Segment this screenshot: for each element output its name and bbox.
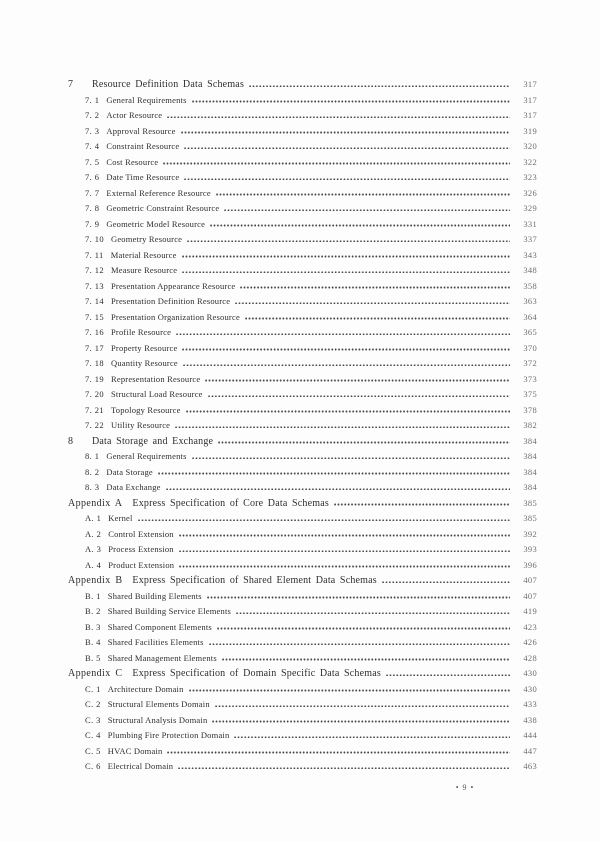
toc-entry-number: 7. 6 bbox=[85, 172, 100, 182]
toc-entry-number: 8. 2 bbox=[85, 466, 100, 477]
toc-entry bbox=[68, 263, 537, 279]
toc-entry-title: General Requirements bbox=[106, 94, 187, 105]
toc-entry-title: Measure Resource bbox=[111, 265, 178, 275]
toc-entry-page: 407 bbox=[523, 575, 537, 585]
dot-leader bbox=[212, 713, 510, 729]
toc-entry-page: 438 bbox=[523, 714, 537, 725]
toc-entry-page: 363 bbox=[523, 296, 537, 306]
toc-entry bbox=[68, 341, 537, 357]
toc-entry-number: B. 1 bbox=[85, 590, 101, 601]
dot-leader bbox=[182, 341, 510, 357]
dot-leader bbox=[386, 666, 510, 682]
toc-entry bbox=[68, 480, 537, 496]
toc-entry-page: 373 bbox=[523, 373, 537, 384]
toc-entry bbox=[68, 434, 537, 450]
toc-entry-number: Appendix C bbox=[68, 668, 123, 679]
dot-leader bbox=[179, 558, 510, 574]
toc-entry-number: C. 6 bbox=[85, 761, 101, 771]
toc-entry-number: 7. 5 bbox=[85, 156, 100, 167]
toc-entry bbox=[68, 170, 537, 186]
dot-leader bbox=[189, 682, 510, 698]
toc-entry-number: 7. 15 bbox=[85, 311, 104, 322]
toc-entry-page: 463 bbox=[523, 761, 537, 771]
toc-entry-page: 370 bbox=[523, 342, 537, 353]
toc-entry-number: 7. 17 bbox=[85, 342, 104, 353]
toc-entry-number: 7. 12 bbox=[85, 265, 104, 275]
toc-entry-number: A. 3 bbox=[85, 544, 102, 554]
toc-entry-title: Actor Resource bbox=[106, 110, 163, 120]
dot-leader bbox=[181, 124, 510, 140]
toc-entry bbox=[68, 620, 537, 636]
toc-entry-page: 337 bbox=[523, 234, 537, 244]
dot-leader bbox=[240, 279, 510, 295]
toc-entry bbox=[68, 697, 537, 713]
toc-entry-title: Cost Resource bbox=[106, 156, 159, 167]
toc-entry-page: 428 bbox=[523, 652, 537, 663]
toc-entry-number: 7. 4 bbox=[85, 141, 100, 151]
toc-entry-number: 7. 7 bbox=[85, 187, 100, 198]
toc-entry-title: Presentation Appearance Resource bbox=[111, 280, 236, 291]
toc-entry-page: 375 bbox=[523, 389, 537, 399]
dot-leader bbox=[234, 728, 510, 744]
toc-entry bbox=[68, 744, 537, 760]
dot-leader bbox=[249, 77, 510, 93]
toc-entry-page: 364 bbox=[523, 311, 537, 322]
toc-entry bbox=[68, 682, 537, 698]
toc-entry bbox=[68, 573, 537, 589]
toc-entry-title: Data Storage and Exchange bbox=[92, 435, 214, 447]
toc-entry-number: B. 4 bbox=[85, 637, 101, 647]
toc-entry-number: A. 2 bbox=[85, 528, 102, 539]
dot-leader bbox=[163, 155, 510, 171]
dot-leader bbox=[210, 217, 510, 233]
toc-entry-number: 7 bbox=[68, 79, 74, 90]
toc-entry bbox=[68, 310, 537, 326]
toc-entry-number: A. 4 bbox=[85, 559, 102, 570]
toc-entry-number: B. 5 bbox=[85, 652, 101, 663]
toc-entry bbox=[68, 759, 537, 775]
toc-entry-title: Material Resource bbox=[110, 249, 177, 260]
toc-entry-page: 317 bbox=[523, 94, 537, 105]
dot-leader bbox=[175, 418, 510, 434]
toc-entry-number: C. 4 bbox=[85, 730, 101, 740]
dot-leader bbox=[209, 635, 510, 651]
toc-entry-title: Shared Building Elements bbox=[107, 590, 202, 601]
toc-entry-title: Shared Building Service Elements bbox=[107, 606, 232, 616]
toc-entry-title: Resource Definition Data Schemas bbox=[92, 79, 245, 90]
toc-entry bbox=[68, 635, 537, 651]
toc-entry-page: 319 bbox=[523, 125, 537, 136]
toc-entry-title: Structural Elements Domain bbox=[107, 699, 210, 709]
toc-entry-page: 393 bbox=[523, 544, 537, 554]
toc-entry-page: 430 bbox=[523, 668, 537, 678]
toc-entry-number: 7. 11 bbox=[85, 249, 104, 260]
dot-leader bbox=[205, 372, 510, 388]
toc-entry-title: Shared Facilities Elements bbox=[107, 637, 204, 647]
toc-entry bbox=[68, 139, 537, 155]
toc-entry bbox=[68, 77, 537, 93]
toc-entry-page: 384 bbox=[523, 466, 537, 477]
dot-leader bbox=[218, 434, 510, 450]
toc-entry bbox=[68, 418, 537, 434]
toc-entry-title: Kernel bbox=[108, 513, 133, 523]
toc-entry-page: 326 bbox=[523, 187, 537, 198]
toc-entry-title: Constraint Resource bbox=[106, 141, 180, 151]
toc-entry-page: 329 bbox=[523, 203, 537, 213]
dot-leader bbox=[179, 527, 510, 543]
table-of-contents bbox=[68, 77, 537, 775]
dot-leader bbox=[192, 449, 510, 465]
page-number-footer: • 9 • bbox=[455, 783, 475, 792]
toc-entry-number: 7. 1 bbox=[85, 94, 100, 105]
toc-entry bbox=[68, 589, 537, 605]
toc-entry bbox=[68, 496, 537, 512]
toc-entry bbox=[68, 294, 537, 310]
toc-entry-title: Quantity Resource bbox=[111, 358, 178, 368]
toc-entry bbox=[68, 372, 537, 388]
toc-entry-page: 343 bbox=[523, 249, 537, 260]
toc-entry-number: 7. 18 bbox=[85, 358, 104, 368]
toc-entry-number: 7. 14 bbox=[85, 296, 104, 306]
toc-entry bbox=[68, 232, 537, 248]
toc-entry-title: Utility Resource bbox=[111, 420, 171, 430]
toc-entry-title: Representation Resource bbox=[111, 373, 201, 384]
toc-entry-number: 7. 8 bbox=[85, 203, 100, 213]
toc-entry-page: 382 bbox=[523, 420, 537, 430]
toc-entry-title: Presentation Organization Resource bbox=[111, 311, 240, 322]
toc-entry-title: Geometric Constraint Resource bbox=[106, 203, 220, 213]
dot-leader bbox=[245, 310, 510, 326]
toc-entry-title: Approval Resource bbox=[106, 125, 176, 136]
toc-entry bbox=[68, 356, 537, 372]
dot-leader bbox=[222, 651, 510, 667]
dot-leader bbox=[183, 356, 510, 372]
dot-leader bbox=[187, 232, 510, 248]
toc-entry-title: Structural Load Resource bbox=[111, 389, 203, 399]
toc-entry bbox=[68, 527, 537, 543]
toc-entry-title: Process Extension bbox=[108, 544, 174, 554]
toc-entry-page: 384 bbox=[523, 435, 537, 446]
toc-entry-page: 372 bbox=[523, 358, 537, 368]
toc-entry-title: Presentation Definition Resource bbox=[111, 296, 231, 306]
toc-entry-title: Topology Resource bbox=[111, 404, 181, 415]
toc-entry-number: 7. 2 bbox=[85, 110, 100, 120]
dot-leader bbox=[208, 387, 510, 403]
dot-leader bbox=[178, 759, 510, 775]
toc-entry-page: 433 bbox=[523, 699, 537, 709]
toc-entry-title: General Requirements bbox=[106, 451, 187, 461]
toc-entry-title: HVAC Domain bbox=[107, 745, 163, 756]
dot-leader bbox=[186, 403, 510, 419]
toc-entry-number: B. 2 bbox=[85, 606, 101, 616]
toc-entry bbox=[68, 666, 537, 682]
toc-entry bbox=[68, 558, 537, 574]
toc-entry-title: Shared Component Elements bbox=[107, 621, 212, 632]
toc-entry-page: 378 bbox=[523, 404, 537, 415]
toc-entry-number: B. 3 bbox=[85, 621, 101, 632]
toc-entry bbox=[68, 108, 537, 124]
toc-entry bbox=[68, 186, 537, 202]
toc-entry bbox=[68, 387, 537, 403]
toc-entry-title: Plumbing Fire Protection Domain bbox=[107, 730, 230, 740]
toc-entry-number: C. 5 bbox=[85, 745, 101, 756]
toc-entry-number: 8. 3 bbox=[85, 482, 100, 492]
toc-entry bbox=[68, 248, 537, 264]
dot-leader bbox=[158, 465, 510, 481]
toc-entry-number: C. 3 bbox=[85, 714, 101, 725]
toc-entry-page: 396 bbox=[523, 559, 537, 570]
toc-entry-title: Profile Resource bbox=[111, 327, 172, 337]
toc-entry-page: 322 bbox=[523, 156, 537, 167]
toc-entry-number: Appendix B bbox=[68, 575, 123, 586]
toc-entry bbox=[68, 511, 537, 527]
toc-entry-title: Express Specification of Domain Specific Data Schemas bbox=[132, 668, 381, 679]
toc-entry-page: 423 bbox=[523, 621, 537, 632]
toc-entry-page: 323 bbox=[523, 172, 537, 182]
dot-leader bbox=[217, 620, 510, 636]
dot-leader bbox=[192, 93, 510, 109]
toc-entry-page: 407 bbox=[523, 590, 537, 601]
toc-entry-number: 7. 21 bbox=[85, 404, 104, 415]
dot-leader bbox=[166, 480, 510, 496]
toc-entry-page: 384 bbox=[523, 482, 537, 492]
dot-leader bbox=[382, 573, 510, 589]
toc-entry bbox=[68, 465, 537, 481]
toc-entry bbox=[68, 728, 537, 744]
toc-entry-number: 7. 10 bbox=[85, 234, 104, 244]
toc-entry-title: Architecture Domain bbox=[107, 683, 184, 694]
toc-entry-page: 358 bbox=[523, 280, 537, 291]
toc-entry-number: Appendix A bbox=[68, 497, 123, 509]
dot-leader bbox=[235, 294, 510, 310]
toc-entry-title: Data Storage bbox=[106, 466, 153, 477]
dot-leader bbox=[176, 325, 510, 341]
toc-entry bbox=[68, 217, 537, 233]
toc-entry bbox=[68, 651, 537, 667]
toc-entry-title: Express Specification of Shared Element Data Schemas bbox=[132, 575, 377, 586]
toc-entry-page: 385 bbox=[523, 497, 537, 508]
toc-entry bbox=[68, 403, 537, 419]
dot-leader bbox=[184, 139, 510, 155]
toc-entry-number: 7. 13 bbox=[85, 280, 104, 291]
dot-leader bbox=[224, 201, 510, 217]
dot-leader bbox=[215, 697, 510, 713]
toc-entry-page: 447 bbox=[523, 745, 537, 756]
toc-entry-number: C. 2 bbox=[85, 699, 101, 709]
dot-leader bbox=[207, 589, 510, 605]
toc-entry-number: 7. 22 bbox=[85, 420, 104, 430]
toc-entry-title: External Reference Resource bbox=[106, 187, 211, 198]
toc-entry-page: 348 bbox=[523, 265, 537, 275]
toc-entry-title: Property Resource bbox=[111, 342, 178, 353]
toc-entry-number: 7. 9 bbox=[85, 218, 100, 229]
toc-entry-number: A. 1 bbox=[85, 513, 102, 523]
toc-entry-title: Control Extension bbox=[108, 528, 174, 539]
toc-entry-page: 317 bbox=[523, 79, 537, 89]
toc-entry-title: Date Time Resource bbox=[106, 172, 180, 182]
toc-entry bbox=[68, 279, 537, 295]
toc-entry-page: 430 bbox=[523, 683, 537, 694]
toc-entry bbox=[68, 201, 537, 217]
toc-entry-number: C. 1 bbox=[85, 683, 101, 694]
toc-entry-page: 365 bbox=[523, 327, 537, 337]
dot-leader bbox=[216, 186, 510, 202]
toc-entry-page: 426 bbox=[523, 637, 537, 647]
dot-leader bbox=[182, 248, 510, 264]
toc-entry-title: Geometry Resource bbox=[111, 234, 183, 244]
toc-entry-number: 7. 16 bbox=[85, 327, 104, 337]
toc-entry bbox=[68, 325, 537, 341]
toc-entry-page: 317 bbox=[523, 110, 537, 120]
toc-entry-number: 8 bbox=[68, 435, 74, 447]
toc-entry bbox=[68, 542, 537, 558]
dot-leader bbox=[334, 496, 510, 512]
toc-entry-page: 320 bbox=[523, 141, 537, 151]
toc-entry-page: 419 bbox=[523, 606, 537, 616]
toc-entry-title: Geometric Model Resource bbox=[106, 218, 206, 229]
toc-entry-page: 444 bbox=[523, 730, 537, 740]
toc-entry-title: Product Extension bbox=[108, 559, 175, 570]
dot-leader bbox=[184, 170, 510, 186]
dot-leader bbox=[167, 744, 510, 760]
dot-leader bbox=[179, 542, 510, 558]
toc-entry-page: 385 bbox=[523, 513, 537, 523]
dot-leader bbox=[167, 108, 510, 124]
toc-entry bbox=[68, 449, 537, 465]
toc-entry bbox=[68, 124, 537, 140]
dot-leader bbox=[138, 511, 510, 527]
toc-entry-title: Structural Analysis Domain bbox=[107, 714, 208, 725]
toc-entry-title: Data Exchange bbox=[106, 482, 161, 492]
toc-entry-page: 392 bbox=[523, 528, 537, 539]
toc-entry-number: 7. 19 bbox=[85, 373, 104, 384]
toc-entry bbox=[68, 93, 537, 109]
toc-entry-number: 7. 20 bbox=[85, 389, 104, 399]
toc-entry-title: Shared Management Elements bbox=[107, 652, 217, 663]
toc-entry bbox=[68, 713, 537, 729]
toc-entry-title: Electrical Domain bbox=[107, 761, 174, 771]
toc-entry-page: 331 bbox=[523, 218, 537, 229]
toc-entry-number: 8. 1 bbox=[85, 451, 100, 461]
dot-leader bbox=[182, 263, 510, 279]
toc-entry-title: Express Specification of Core Data Schemas bbox=[132, 497, 329, 509]
toc-entry-number: 7. 3 bbox=[85, 125, 100, 136]
toc-entry-page: 384 bbox=[523, 451, 537, 461]
toc-entry bbox=[68, 155, 537, 171]
dot-leader bbox=[236, 604, 510, 620]
toc-entry bbox=[68, 604, 537, 620]
